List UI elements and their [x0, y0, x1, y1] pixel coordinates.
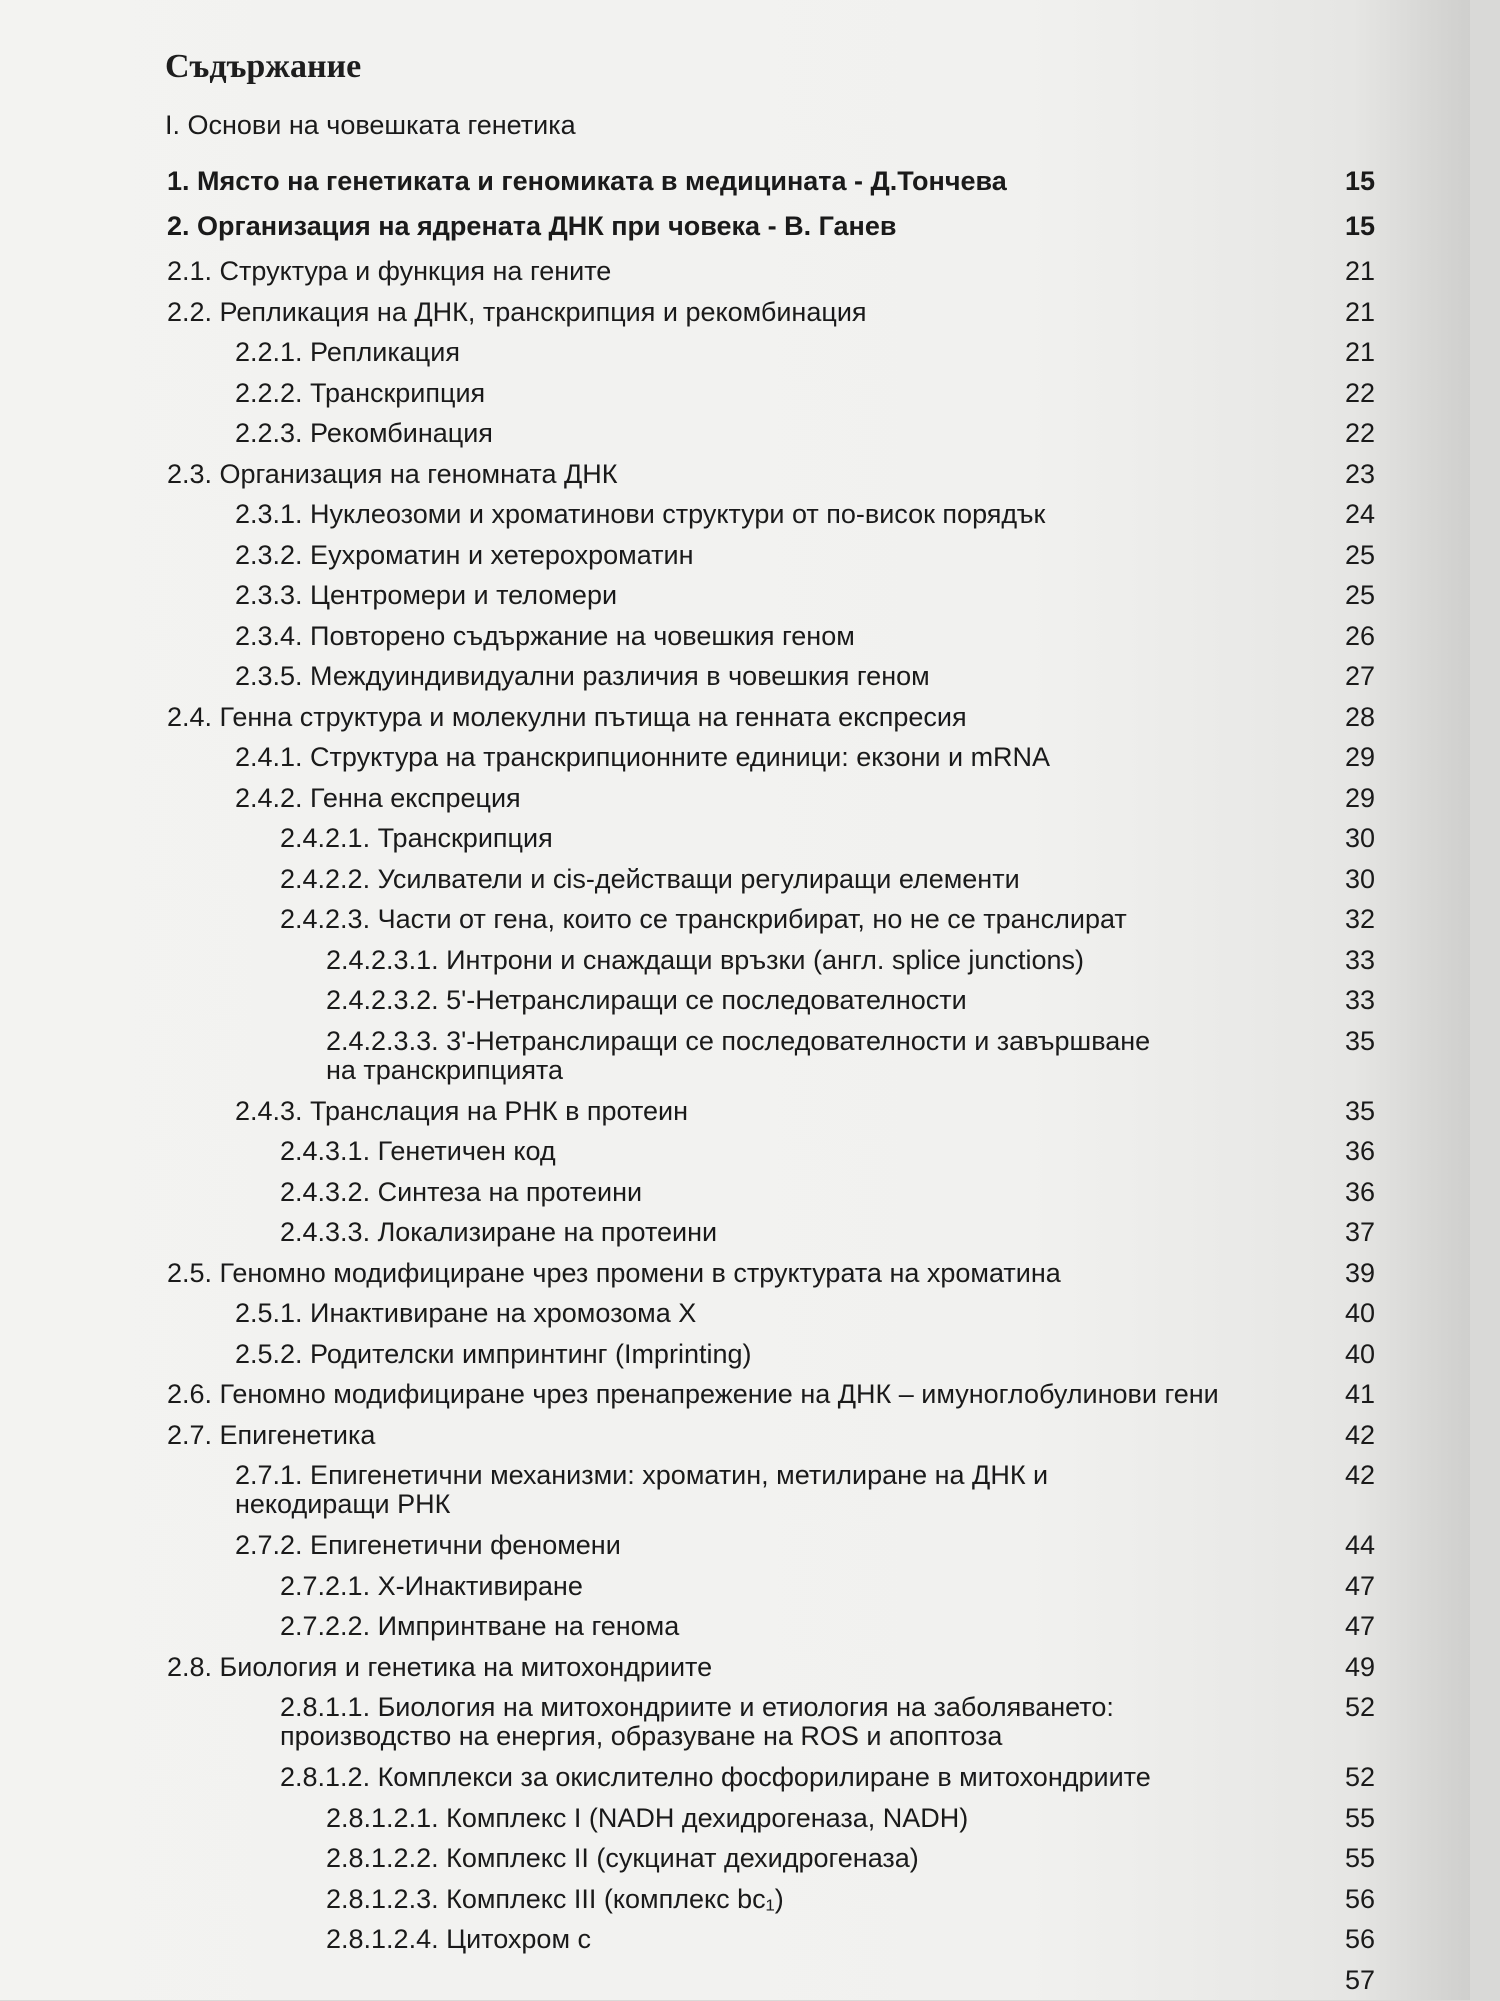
toc-entry-title-line: 2.8.1.2.3. Комплекс III (комплекс bc₁)	[326, 1884, 784, 1914]
toc-entry-title	[280, 1572, 583, 1601]
toc-entry-title-line: 2.2.2. Транскрипция	[235, 378, 485, 408]
toc-entry-title	[235, 581, 617, 610]
toc-entry	[0, 1254, 1500, 1295]
toc-entry-title-line: 2.8.1.2.4. Цитохром с	[326, 1924, 591, 1954]
toc-entry-title	[167, 1421, 375, 1450]
toc-entry-title	[280, 1763, 1151, 1792]
toc-entry	[0, 1880, 1500, 1921]
toc-entry-title-line: 2.4.2.3.3. 3'-Нетранслиращи се последователности и завършване	[326, 1026, 1150, 1056]
toc-entry-page: 40	[1345, 1299, 1375, 1328]
toc-entry-title-line: на транскрипцията	[326, 1056, 1150, 1085]
toc-entry-title	[235, 662, 930, 691]
toc-entry-page: 24	[1345, 500, 1375, 529]
toc-entry-title-line: 2.4.3.3. Локализиране на протеини	[280, 1217, 717, 1247]
toc-entry	[0, 941, 1500, 982]
toc-entry	[0, 738, 1500, 779]
toc-entry-title-line: 2.3.3. Центромери и теломери	[235, 580, 617, 610]
toc-entry-page: 55	[1345, 1844, 1375, 1873]
toc-entry	[0, 1022, 1500, 1092]
toc-entry-title	[280, 865, 1020, 894]
toc-entry	[0, 981, 1500, 1022]
toc-entry-title	[235, 622, 855, 651]
toc-entry-title-line: 2.4. Генна структура и молекулни пътища на генната експресия	[167, 702, 967, 732]
toc-entry-title	[167, 1380, 1219, 1409]
toc-entry-title	[167, 460, 618, 489]
toc-entry-title	[235, 541, 694, 570]
toc-entry-title	[235, 1461, 1048, 1519]
toc-entry-title-line: 2.7.1. Епигенетични механизми: хроматин, метилиране на ДНК и	[235, 1460, 1048, 1490]
toc-entry-title-line: 2.4.2.3. Части от гена, които се транскрибират, но не се транслират	[280, 904, 1127, 934]
toc-entry-page: 35	[1345, 1097, 1375, 1126]
toc-entry-title	[280, 824, 553, 853]
toc-entry-title	[235, 1531, 621, 1560]
toc-entry-title-line: 2.3.5. Междуиндивидуални различия в човешкия геном	[235, 661, 930, 691]
toc-entry-page: 36	[1345, 1137, 1375, 1166]
toc-entry-page: 29	[1345, 743, 1375, 772]
toc-entry-title	[167, 1259, 1061, 1288]
table-of-contents	[0, 162, 1500, 2001]
toc-entry-title-line: 2.4.3.2. Синтеза на протеини	[280, 1177, 642, 1207]
toc-entry	[0, 1294, 1500, 1335]
toc-entry-title	[235, 784, 521, 813]
toc-entry-title-line: 2.2.1. Репликация	[235, 337, 460, 367]
toc-entry-title	[326, 1844, 919, 1873]
toc-entry	[0, 1688, 1500, 1758]
toc-entry	[0, 698, 1500, 739]
toc-entry-title-line: 2. Организация на ядрената ДНК при човека - В. Ганев	[167, 211, 896, 241]
toc-entry	[0, 1567, 1500, 1608]
toc-entry	[0, 1375, 1500, 1416]
toc-entry	[0, 1526, 1500, 1567]
toc-entry-title	[280, 1693, 1114, 1751]
toc-entry-page: 35	[1345, 1027, 1375, 1056]
toc-entry-title	[280, 1218, 717, 1247]
toc-entry-title	[235, 379, 485, 408]
toc-entry	[0, 1758, 1500, 1799]
toc-entry-title-line: 2.7.2.1. Х-Инактивиране	[280, 1571, 583, 1601]
toc-entry-title	[235, 419, 493, 448]
toc-entry-title-line: 1. Място на генетиката и геномиката в медицината - Д.Тончева	[167, 166, 1007, 196]
toc-entry-title-line: 2.4.3. Транслация на РНК в протеин	[235, 1096, 688, 1126]
toc-entry-title	[235, 1097, 688, 1126]
toc-entry-title	[167, 212, 896, 241]
toc-entry-title	[167, 167, 1007, 196]
toc-entry-title-line: 2.2.3. Рекомбинация	[235, 418, 493, 448]
toc-entry	[0, 657, 1500, 698]
toc-entry-title	[167, 1653, 712, 1682]
toc-entry-title-line: 2.3.1. Нуклеозоми и хроматинови структури от по-висок порядък	[235, 499, 1045, 529]
toc-entry-title-line: 2.7.2. Епигенетични феномени	[235, 1530, 621, 1560]
toc-entry-title	[235, 743, 1050, 772]
toc-entry-page: 21	[1345, 298, 1375, 327]
toc-entry	[0, 779, 1500, 820]
toc-entry-title-line: 2.5. Геномно модифициране чрез промени в структурата на хроматина	[167, 1258, 1061, 1288]
toc-entry	[0, 1092, 1500, 1133]
toc-entry	[0, 1839, 1500, 1880]
toc-entry-title-line: 2.8.1.2.1. Комплекс I (NADH дехидрогеназа, NADH)	[326, 1803, 968, 1833]
toc-entry-title-line: 2.7.2.2. Импринтване на генома	[280, 1611, 679, 1641]
toc-entry-title-line: 2.1. Структура и функция на гените	[167, 256, 611, 286]
toc-entry-title-line: 2.4.1. Структура на транскрипционните единици: екзони и mRNA	[235, 742, 1050, 772]
toc-entry-title-line: некодиращи РНК	[235, 1490, 1048, 1519]
toc-entry-title-line: 2.2. Репликация на ДНК, транскрипция и рекомбинация	[167, 297, 867, 327]
toc-entry	[0, 333, 1500, 374]
toc-entry-title-line: 2.3.2. Еухроматин и хетерохроматин	[235, 540, 694, 570]
toc-entry-page: 37	[1345, 1218, 1375, 1247]
toc-entry-page: 25	[1345, 581, 1375, 610]
toc-entry-page: 15	[1345, 212, 1375, 241]
toc-entry-page: 42	[1345, 1461, 1375, 1490]
toc-entry-title-line: 2.8.1.2. Комплекси за окислително фосфорилиране в митохондриите	[280, 1762, 1151, 1792]
toc-entry	[0, 1799, 1500, 1840]
toc-entry-page: 56	[1345, 1925, 1375, 1954]
toc-entry-title-line: 2.4.2.3.2. 5'-Нетранслиращи се последователности	[326, 985, 967, 1015]
toc-entry	[0, 162, 1500, 207]
toc-entry-title-line: 2.4.2. Генна експреция	[235, 783, 521, 813]
toc-entry-page: 47	[1345, 1572, 1375, 1601]
toc-entry	[0, 900, 1500, 941]
toc-entry-title	[167, 257, 611, 286]
toc-entry-page: 55	[1345, 1804, 1375, 1833]
toc-entry-title	[235, 500, 1045, 529]
toc-entry-title	[235, 338, 460, 367]
toc-entry	[0, 495, 1500, 536]
toc-entry-title	[326, 946, 1084, 975]
toc-entry	[0, 576, 1500, 617]
toc-entry-page: 39	[1345, 1259, 1375, 1288]
toc-entry	[0, 860, 1500, 901]
toc-entry-title-line: 2.6. Геномно модифициране чрез пренапрежение на ДНК – имуноглобулинови гени	[167, 1379, 1219, 1409]
toc-entry	[0, 1607, 1500, 1648]
part-heading: I. Основи на човешката генетика	[165, 110, 576, 141]
toc-entry-page: 56	[1345, 1885, 1375, 1914]
toc-entry-title-line: 2.5.1. Инактивиране на хромозома Х	[235, 1298, 696, 1328]
toc-entry-title	[280, 1178, 642, 1207]
toc-entry	[0, 1173, 1500, 1214]
toc-entry-title-line: 2.5.2. Родителски импринтинг (Imprinting)	[235, 1339, 751, 1369]
toc-entry-title	[326, 1804, 968, 1833]
toc-entry	[0, 1920, 1500, 1961]
toc-entry-page: 30	[1345, 865, 1375, 894]
toc-entry-title	[280, 905, 1127, 934]
toc-entry-title	[280, 1612, 679, 1641]
toc-entry	[0, 1456, 1500, 1526]
toc-entry-page: 22	[1345, 419, 1375, 448]
toc-entry-page: 15	[1345, 167, 1375, 196]
toc-entry	[0, 455, 1500, 496]
toc-entry	[0, 293, 1500, 334]
toc-entry-title-line: 2.3.4. Повторено съдържание на човешкия геном	[235, 621, 855, 651]
toc-entry-page: 30	[1345, 824, 1375, 853]
toc-entry-title-line: 2.4.3.1. Генетичен код	[280, 1136, 556, 1166]
toc-entry	[0, 414, 1500, 455]
toc-entry-page: 29	[1345, 784, 1375, 813]
toc-entry-page: 36	[1345, 1178, 1375, 1207]
toc-entry-page: 22	[1345, 379, 1375, 408]
toc-entry-page: 40	[1345, 1340, 1375, 1369]
toc-entry-title	[326, 1027, 1150, 1085]
toc-entry	[0, 1213, 1500, 1254]
toc-entry	[0, 1132, 1500, 1173]
toc-entry-page: 26	[1345, 622, 1375, 651]
toc-entry-title-line: 2.8. Биология и генетика на митохондриите	[167, 1652, 712, 1682]
toc-entry	[0, 819, 1500, 860]
toc-entry-page: 52	[1345, 1763, 1375, 1792]
toc-entry-page: 57	[1345, 1966, 1375, 1995]
toc-entry-title	[235, 1340, 751, 1369]
toc-entry-title-line: 2.7. Епигенетика	[167, 1420, 375, 1450]
toc-entry-title	[167, 703, 967, 732]
toc-entry-page: 41	[1345, 1380, 1375, 1409]
toc-entry	[0, 617, 1500, 658]
toc-entry-title	[280, 1137, 556, 1166]
toc-entry-page: 44	[1345, 1531, 1375, 1560]
toc-entry-title	[326, 1925, 591, 1954]
toc-title: Съдържание	[165, 48, 361, 86]
toc-entry-page: 33	[1345, 946, 1375, 975]
toc-entry-page: 33	[1345, 986, 1375, 1015]
toc-entry-title	[167, 298, 867, 327]
toc-entry-page: 42	[1345, 1421, 1375, 1450]
toc-entry-title-line: 2.4.2.3.1. Интрони и снаждащи връзки (англ. splice junctions)	[326, 945, 1084, 975]
toc-entry-page: 21	[1345, 338, 1375, 367]
toc-entry-page: 47	[1345, 1612, 1375, 1641]
toc-entry	[0, 1648, 1500, 1689]
toc-entry-title	[326, 1885, 784, 1914]
toc-entry	[0, 1335, 1500, 1376]
toc-entry	[0, 252, 1500, 293]
toc-entry-title-line: 2.4.2.2. Усилватели и cis-действащи регулиращи елементи	[280, 864, 1020, 894]
toc-entry-title-line: 2.3. Организация на геномната ДНК	[167, 459, 618, 489]
toc-entry-page: 49	[1345, 1653, 1375, 1682]
toc-entry-page: 27	[1345, 662, 1375, 691]
toc-entry-title	[326, 986, 967, 1015]
toc-entry-page: 25	[1345, 541, 1375, 570]
toc-entry-page: 32	[1345, 905, 1375, 934]
toc-entry-title-line: производство на енергия, образуване на ROS и апоптоза	[280, 1722, 1114, 1751]
toc-entry-page: 23	[1345, 460, 1375, 489]
toc-entry-page: 28	[1345, 703, 1375, 732]
toc-entry	[0, 207, 1500, 252]
toc-entry	[0, 1961, 1500, 2001]
toc-entry-page: 21	[1345, 257, 1375, 286]
toc-entry-title-line: 2.8.1.1. Биология на митохондриите и етиология на заболяването:	[280, 1692, 1114, 1722]
toc-entry	[0, 536, 1500, 577]
toc-entry-page: 52	[1345, 1693, 1375, 1722]
toc-entry	[0, 374, 1500, 415]
toc-entry	[0, 1416, 1500, 1457]
toc-entry-title	[235, 1299, 696, 1328]
toc-entry-title-line: 2.4.2.1. Транскрипция	[280, 823, 553, 853]
toc-entry-title-line: 2.8.1.2.2. Комплекс II (сукцинат дехидрогеназа)	[326, 1843, 919, 1873]
